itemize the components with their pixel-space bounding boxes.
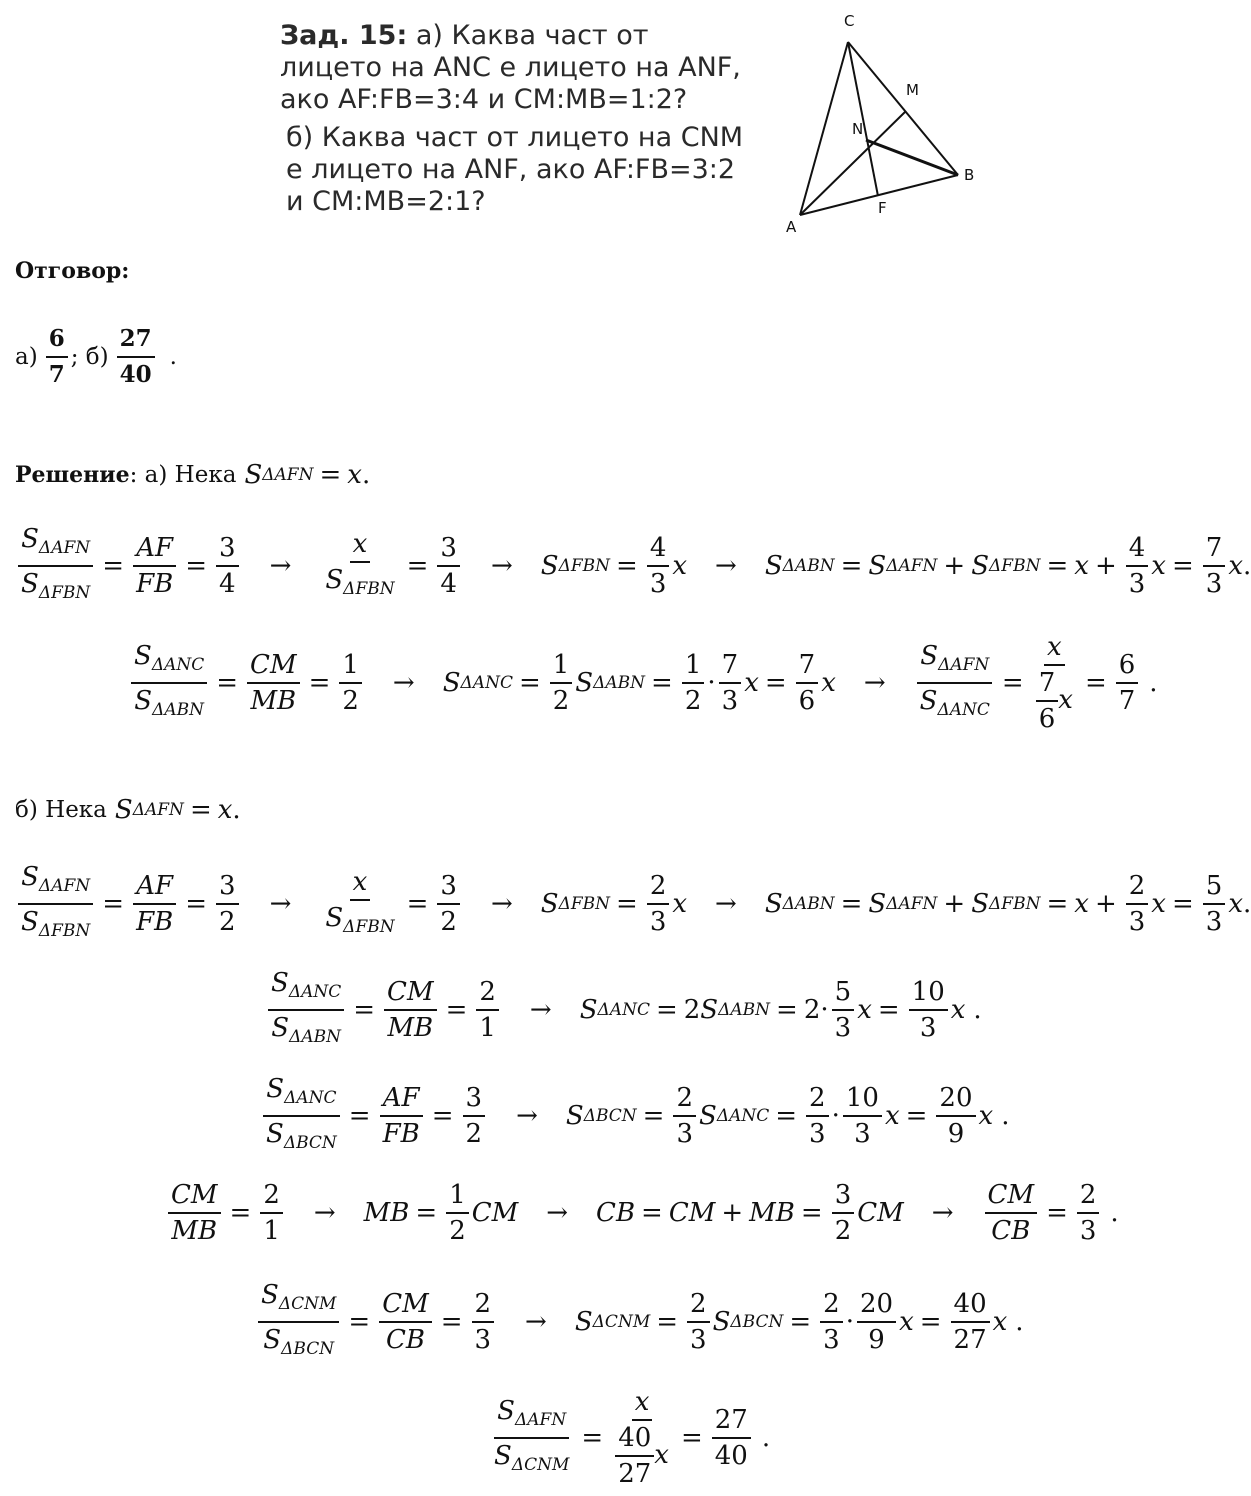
eq-a-2: $S_{\Delta ANC}$ $S_{\Delta ABN}$ = $\frac{CM}{MB}$ = $\frac{1}{2}$ → S ΔANC = $\frac{1}{2}$ S ΔABN = $\frac{1}{2}$ · $\frac{7}{3}$ x = $\frac{7}{6}$ x → $S_{\Delta AFN}$ $S_{\Delta ANC}$ = x $\frac{7}{6}$ x = $\frac{6}{7}$ . xyxy=(128,630,1158,736)
side-ca xyxy=(800,42,848,215)
problem-label: Зад. 15: xyxy=(280,20,408,51)
answer-end: . xyxy=(169,344,177,370)
eq-b-5: $S_{\Delta CNM}$ $S_{\Delta BCN}$ = $\frac{CM}{CB}$ = $\frac{2}{3}$ → S ΔCNM = $\frac{2}{3}$ S ΔBCN = $\frac{2}{3}$ · $\frac{20}{9}$ x = $\frac{40}{27}$ x . xyxy=(255,1278,1024,1366)
part-a-line1: а) Каква част от xyxy=(415,20,649,51)
part-b-line2: е лицето на ANF, ако AF:FB=3:2 xyxy=(286,154,736,185)
answer-b-fraction: 27 40 xyxy=(117,322,155,392)
solution-intro-a xyxy=(15,460,370,490)
triangle-figure xyxy=(780,10,990,240)
eq-b-1: $S_{\Delta AFN}$ $S_{\Delta FBN}$ = $\frac{AF}{FB}$ = $\frac{3}{2}$ → x $S_{\Delta FBN}$ = $\frac{3}{2}$ → S ΔFBN = $\frac{2}{3}$ x → S ΔABN = S ΔAFN + S ΔFBN = x + $\frac{2}{3}$ x = $\frac{5}{3}$ x . xyxy=(15,860,1251,948)
answer-heading: Отговор: xyxy=(15,258,130,284)
answer-a-prefix: а) xyxy=(15,344,38,370)
eq-b-6: $S_{\Delta AFN}$ $S_{\Delta CNM}$ = x $\frac{40}{27}$ x = $\frac{27}{40}$ . xyxy=(494,1387,771,1489)
label-n: N xyxy=(852,120,864,138)
label-f: F xyxy=(878,199,887,217)
problem-statement xyxy=(280,20,743,218)
eq-b-4: $\frac{CM}{MB}$ = $\frac{2}{1}$ → MB = $\frac{1}{2}$ CM → CB = CM + MB = $\frac{3}{2}$ CM → $\frac{CM}{CB}$ = $\frac{2}{3}$ . xyxy=(165,1178,1119,1248)
answer-sep: ; б) xyxy=(70,344,109,370)
label-a: A xyxy=(786,218,797,236)
part-a-line2: лицето на ANC е лицето на ANF, xyxy=(280,52,741,83)
eq-a-1: $S_{\Delta AFN}$ $S_{\Delta FBN}$ = $\frac{AF}{FB}$ = $\frac{3}{4}$ → x $S_{\Delta FBN}$ = $\frac{3}{4}$ → S ΔFBN = $\frac{4}{3}$ x → S ΔABN = S ΔAFN + S ΔFBN = x + $\frac{4}{3}$ x = $\frac{7}{3}$ x . xyxy=(15,522,1251,610)
solution-intro-a-text: : а) Нека xyxy=(129,462,237,488)
eq-b-2: $S_{\Delta ANC}$ $S_{\Delta ABN}$ = $\frac{CM}{MB}$ = $\frac{2}{1}$ → S ΔANC = 2 S ΔABN = 2· $\frac{5}{3}$ x = $\frac{10}{3}$ x . xyxy=(265,966,982,1054)
label-m: M xyxy=(906,81,919,99)
solution-intro-b xyxy=(15,795,241,825)
answer-line xyxy=(15,322,177,392)
eq-b-3: $S_{\Delta ANC}$ $S_{\Delta BCN}$ = $\frac{AF}{FB}$ = $\frac{3}{2}$ → S ΔBCN = $\frac{2}{3}$ S ΔANC = $\frac{2}{3}$ · $\frac{10}{3}$ x = $\frac{20}{9}$ x . xyxy=(260,1072,1009,1160)
solution-heading: Решение xyxy=(15,462,130,488)
part-a-line3: ако AF:FB=3:4 и CM:MB=1:2? xyxy=(280,84,688,115)
let-x-b: S ΔAFN = x . xyxy=(114,795,241,825)
cevian-cf xyxy=(848,42,878,196)
label-b: B xyxy=(964,166,975,184)
solution-intro-b-text: б) Нека xyxy=(15,797,107,823)
part-b-line1: б) Каква част от лицето на CNM xyxy=(286,122,744,153)
let-x-a: S ΔAFN = x . xyxy=(244,460,371,490)
part-b-line3: и CM:MB=2:1? xyxy=(286,186,486,217)
label-c: C xyxy=(844,12,855,30)
answer-a-fraction: 6 7 xyxy=(46,322,68,392)
